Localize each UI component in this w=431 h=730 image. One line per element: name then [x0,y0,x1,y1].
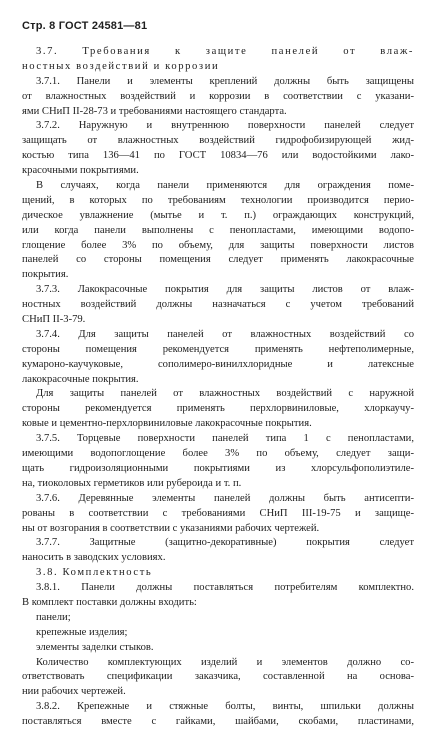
text-line: щать гидроизоляционными покрытиями из хлорсульфополиэтиле- [22,462,414,474]
page-header [22,20,147,32]
standard-number: ГОСТ 24581—81 [58,20,148,32]
text-line: ями СНиП II-28-73 и требованиями настоящего стандарта. [22,105,287,117]
text-line: ковые и цементно-перхлорвиниловые лакокрасочные покрытия. [22,418,312,430]
text-line: 3.7.7. Защитные (защитно-декоративные) покрытия следует [36,537,414,549]
page-number: Стр. 8 [22,20,56,32]
text-line: 3.7.3. Лакокрасочные покрытия для защиты листов от влаж- [36,284,414,296]
text-line: панелей со стороны помещения следует применять лакокрасочные [22,254,414,266]
text-line: щений, в которых по требованиям технологии производится перио- [22,194,414,206]
text-line: покрытия. [22,269,69,281]
text-line: В комплект поставки должны входить: [22,596,197,608]
text-line: 3.8.1. Панели должны поставляться потребителям комплектно. [36,582,414,594]
text-line: Для защиты панелей от влажностных воздействий с наружной [36,388,414,400]
text-line: костью типа 136—41 по ГОСТ 10834—76 или водостойкими лако- [22,150,414,162]
text-line: имеющими водопоглощение более 3% по объему, следует защи- [22,448,414,460]
text-line: стороны рекомендуется применять перхлорвиниловые, хлоркаучу- [22,403,414,415]
text-line: 3.7.6. Деревянные элементы панелей должны быть антисепти- [36,492,414,504]
text-line: или когда панели выполнены с пенопластами, имеющими водопо- [22,224,414,236]
text-line: лакокрасочные покрытия. [22,373,139,385]
text-line: дическое увлажнение (мытье и т. п.) ограждающих конструкций, [22,209,414,221]
text-line: поставляться вместе с гайками, шайбами, скобами, пластинами, [22,716,414,728]
text-line: красочными покрытиями. [22,165,139,177]
text-line: кумароно-каучуковые, сополимеро-винилхлоридные и латексные [22,358,414,370]
text-line: ностных воздействий должны назначаться с учетом требований [22,299,414,311]
text-line: защищать от влажностных воздействий гидрофобизирующей жид- [22,135,414,147]
text-line: нии рабочих чертежей. [22,686,126,698]
text-line: стороны помещения рекомендуется применять нефтеполимерные, [22,343,414,355]
text-line: 3.7.5. Торцевые поверхности панелей типа 1 с пенопластами, [36,433,414,445]
text-line: наносить в заводских условиях. [22,552,166,564]
text-line: ностных воздействий и коррозии [22,60,220,72]
text-line: В случаях, когда панели применяются для ограждения поме- [36,180,414,192]
text-line: ны от возгорания в соответствии с указаниями рабочих чертежей. [22,522,320,534]
body-text [22,45,414,730]
text-line: элементы заделки стыков. [36,641,154,653]
text-line: 3.7.1. Панели и элементы креплений должны быть защищены [36,75,414,87]
text-line: ответствовать спецификации заказчика, составленной на основа- [22,671,414,683]
text-line: Количество комплектующих изделий и элементов должно со- [36,656,414,668]
text-line: 3.7. Требования к защите панелей от влаж- [36,46,414,57]
text-line: на, тиоколовых герметиков или рубероида и т. п. [22,477,242,489]
text-line: панели; [36,611,71,623]
text-line: 3.8. Комплектность [36,567,153,579]
text-line: 3.8.2. Крепежные и стяжные болты, винты, шпильки должны [36,701,414,713]
text-line: 3.7.4. Для защиты панелей от влажностных воздействий со [36,328,414,340]
text-line: рованы в соответствии с требованиями СНиП III-19-75 и защище- [22,507,414,519]
text-line: глощение более 3% по объему, для защиты поверхности листов [22,239,414,251]
text-line: 3.7.2. Наружную и внутреннюю поверхности панелей следует [36,120,414,132]
text-line: СНиП II-3-79. [22,314,86,326]
text-line: крепежные изделия; [36,626,128,638]
text-line: от влажностных воздействий и коррозии в соответствии с указани- [22,90,414,102]
